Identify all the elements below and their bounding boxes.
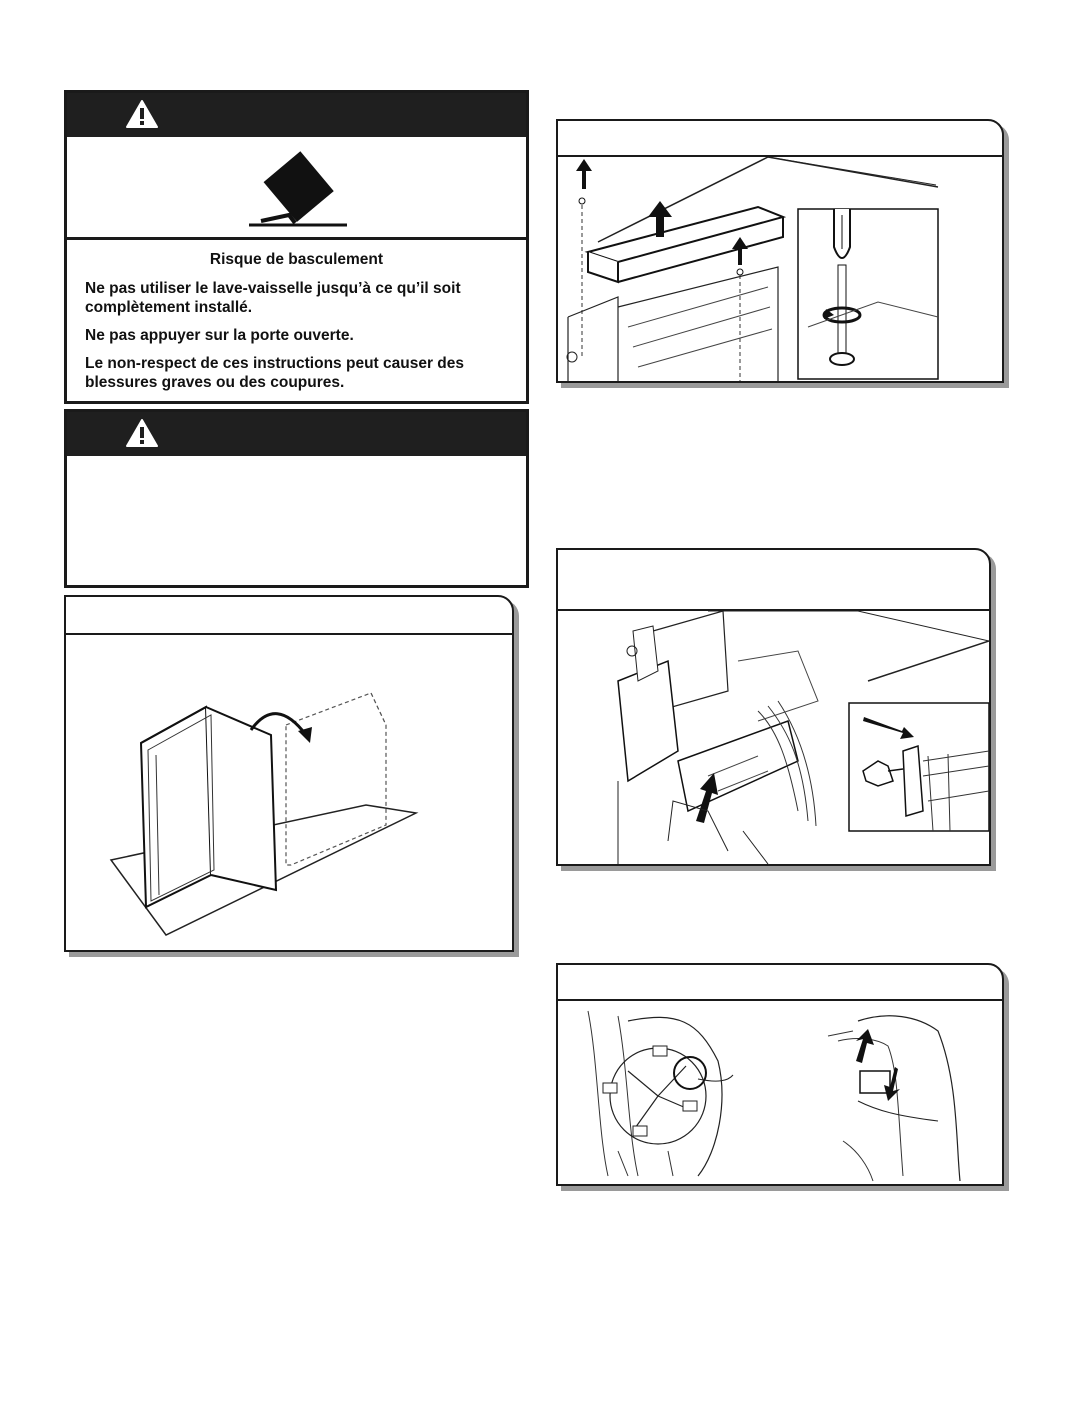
figure-header [558,965,1002,1001]
figure-remove-screws [556,119,1004,383]
warning-line-2: Ne pas appuyer sur la porte ouverte. [85,327,354,344]
tip-over-hazard-icon [247,149,357,231]
warning-line-3: Le non-respect de ces instructions peut causer des blessures graves ou des coupures. [85,355,465,391]
warning-header [67,93,526,137]
electrical-connector-illustration [558,1001,1002,1184]
warning-heading: Risque de basculement [209,251,384,268]
dishwasher-tipping-illustration [66,635,512,950]
warning-triangle-icon [125,99,159,129]
pictogram-area [67,137,526,240]
remove-screws-and-trim-illustration [558,157,1002,381]
warning-header [67,412,526,456]
figure-header [558,121,1002,157]
figure-header [558,550,989,611]
warning-box-tip-over [64,90,529,404]
figure-header [66,597,512,635]
figure-dishwasher-tipping [64,595,514,952]
figure-remove-bracket [556,548,991,866]
remove-bracket-illustration [558,611,989,864]
warning-text [67,250,526,392]
figure-electrical-connector [556,963,1004,1186]
warning-box-2 [64,409,529,588]
warning-triangle-icon [125,418,159,448]
warning-line-1: Ne pas utiliser le lave-vaisselle jusqu’à ce qu’il soit complètement installé. [85,280,461,316]
